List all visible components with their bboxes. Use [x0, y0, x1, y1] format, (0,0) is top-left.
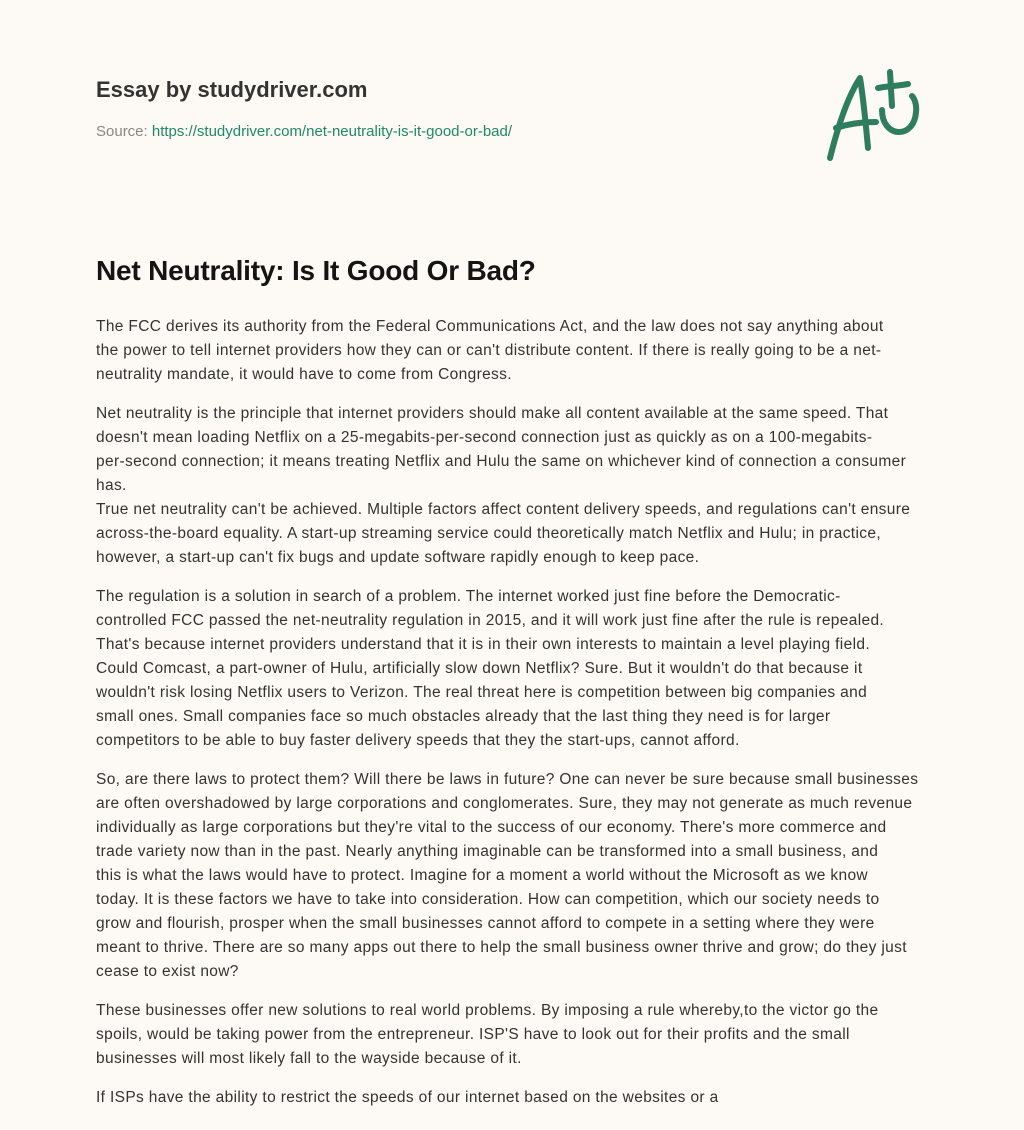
essay-paragraph: [96, 1086, 936, 1110]
paragraph-line: are often overshadowed by large corporations and conglomerates. Sure, they may not generate as much revenue: [96, 795, 913, 812]
paragraph-line: trade variety now than in the past. Nearly anything imaginable can be transformed into a small business, and: [96, 843, 879, 860]
paragraph-line: small ones. Small companies face so much obstacles already that the last thing they need is for larger: [96, 708, 831, 725]
essay-paragraph: [96, 768, 936, 984]
source-link[interactable]: https://studydriver.com/net-neutrality-is-it-good-or-bad/: [151, 123, 513, 140]
paragraph-line: grow and flourish, prosper when the small businesses cannot afford to compete in a setting where they were: [96, 915, 875, 932]
paragraph-line: cease to exist now?: [96, 963, 239, 980]
essay-paragraph: [96, 999, 936, 1071]
paragraph-line: If ISPs have the ability to restrict the speeds of our internet based on the websites or a: [96, 1089, 719, 1106]
paragraph-line: That's because internet providers understand that it is in their own interests to maintain a level playing field.: [96, 636, 870, 653]
paragraph-line: per-second connection; it means treating Netflix and Hulu the same on whichever kind of connection a consumer: [96, 453, 907, 470]
essay-body: [96, 315, 936, 1125]
paragraph-line: spoils, would be taking power from the entrepreneur. ISP'S have to look out for their profits and the small: [96, 1026, 850, 1043]
essay-title: Net Neutrality: Is It Good Or Bad?: [96, 255, 536, 286]
paragraph-line: has.: [96, 477, 127, 494]
paragraph-line: across-the-board equality. A start-up streaming service could theoretically match Netflix and Hulu; in practice,: [96, 525, 881, 542]
paragraph-line: neutrality mandate, it would have to come from Congress.: [96, 366, 512, 383]
paragraph-line: the power to tell internet providers how they can or can't distribute content. If there is really going to be a net-: [96, 342, 882, 359]
paragraph-line: True net neutrality can't be achieved. Multiple factors affect content delivery speeds, and regulations can't ensure: [96, 501, 911, 518]
paragraph-line: competitors to be able to buy faster delivery speeds that they the start-ups, cannot afford.: [96, 732, 740, 749]
essay-paragraph: [96, 315, 936, 387]
source-label: Source:: [96, 123, 152, 140]
source-line: [96, 123, 512, 140]
paragraph-line: So, are there laws to protect them? Will there be laws in future? One can never be sure because small businesses: [96, 771, 919, 788]
paragraph-line: wouldn't risk losing Netflix users to Verizon. The real threat here is competition between big companies and: [96, 684, 868, 701]
paragraph-line: Net neutrality is the principle that internet providers should make all content available at the same speed. That: [96, 405, 889, 422]
paragraph-line: this is what the laws would have to protect. Imagine for a moment a world without the Microsoft as we know: [96, 867, 868, 884]
paragraph-line: today. It is these factors we have to take into consideration. How can competition, which our society needs to: [96, 891, 880, 908]
site-brand: Essay by studydriver.com: [96, 77, 368, 102]
paragraph-line: meant to thrive. There are so many apps out there to help the small business owner thrive and grow; do they just: [96, 939, 907, 956]
paragraph-line: businesses will most likely fall to the wayside because of it.: [96, 1050, 522, 1067]
essay-paragraph: [96, 585, 936, 753]
paragraph-line: The FCC derives its authority from the Federal Communications Act, and the law does not say anything about: [96, 318, 884, 335]
a-plus-logo: [818, 66, 928, 166]
paragraph-line: The regulation is a solution in search of a problem. The internet worked just fine before the Democratic-: [96, 588, 841, 605]
paragraph-line: controlled FCC passed the net-neutrality regulation in 2015, and it will work just fine after the rule is repealed.: [96, 612, 885, 629]
essay-paragraph: [96, 402, 936, 570]
paragraph-line: These businesses offer new solutions to real world problems. By imposing a rule whereby,to the victor go the: [96, 1002, 879, 1019]
paragraph-line: doesn't mean loading Netflix on a 25-megabits-per-second connection just as quickly as on a 100-megabits-: [96, 429, 873, 446]
paragraph-line: individually as large corporations but they're vital to the success of our economy. There's more commerce and: [96, 819, 887, 836]
paragraph-line: Could Comcast, a part-owner of Hulu, artificially slow down Netflix? Sure. But it wouldn't do that because it: [96, 660, 863, 677]
paragraph-line: however, a start-up can't fix bugs and update software rapidly enough to keep pace.: [96, 549, 700, 566]
